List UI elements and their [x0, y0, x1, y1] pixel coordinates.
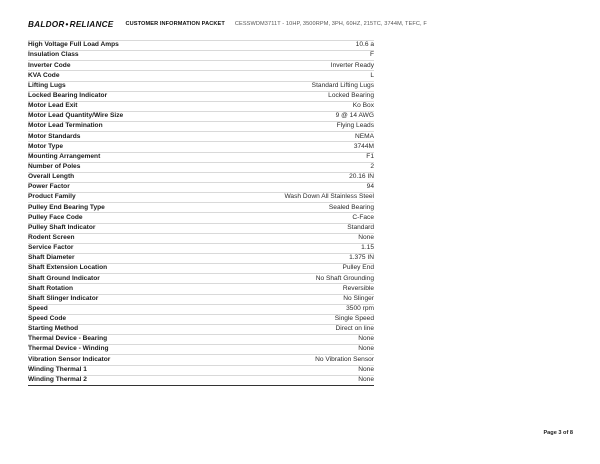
spec-label: High Voltage Full Load Amps: [28, 41, 119, 49]
spec-row: [28, 234, 374, 244]
spec-row: [28, 112, 374, 122]
spec-label: Speed Code: [28, 315, 67, 323]
spec-label: Winding Thermal 1: [28, 365, 87, 373]
spec-label: Shaft Diameter: [28, 254, 75, 262]
spec-row: [28, 284, 374, 294]
spec-row: [28, 213, 374, 223]
spec-row: [28, 335, 374, 345]
spec-row: [28, 122, 374, 132]
spec-value: F: [369, 51, 374, 59]
spec-value: Flying Leads: [336, 122, 374, 130]
spec-label: Starting Method: [28, 325, 79, 333]
spec-row: [28, 173, 374, 183]
spec-label: Shaft Rotation: [28, 284, 74, 292]
spec-value: Locked Bearing: [328, 91, 374, 99]
spec-row: [28, 203, 374, 213]
spec-row: [28, 254, 374, 264]
spec-row: [28, 61, 374, 71]
spec-label: Inverter Code: [28, 61, 71, 69]
spec-value: 20.16 IN: [349, 173, 374, 181]
spec-row: [28, 153, 374, 163]
spec-value: No Slinger: [343, 294, 374, 302]
spec-label: Pulley Shaft Indicator: [28, 223, 96, 231]
spec-row: [28, 71, 374, 81]
spec-value: No Vibration Sensor: [315, 355, 374, 363]
spec-label: Pulley Face Code: [28, 213, 83, 221]
spec-row: [28, 315, 374, 325]
logo-separator: •: [65, 19, 69, 29]
spec-label: Number of Poles: [28, 162, 81, 170]
packet-subtitle: CESSWDM3711T - 10HP, 3500RPM, 3PH, 60HZ, 215TC, 3744M, TEFC, F: [234, 21, 427, 27]
spec-value: Direct on line: [335, 325, 374, 333]
spec-value: 94: [366, 183, 374, 191]
spec-label: Winding Thermal 2: [28, 375, 87, 383]
spec-value: None: [358, 233, 374, 241]
page-header: [28, 17, 592, 31]
spec-label: Motor Lead Quantity/Wire Size: [28, 112, 124, 120]
spec-value: 1.375 IN: [349, 254, 374, 262]
logo-baldor: BALDOR: [28, 19, 65, 29]
spec-label: Product Family: [28, 193, 76, 201]
spec-label: Pulley End Bearing Type: [28, 203, 105, 211]
spec-label: Insulation Class: [28, 51, 79, 59]
spec-value: 1.15: [361, 244, 374, 252]
spec-row: [28, 102, 374, 112]
spec-label: Motor Lead Exit: [28, 102, 78, 110]
spec-row: [28, 183, 374, 193]
spec-value: NEMA: [354, 132, 374, 140]
spec-label: Motor Standards: [28, 132, 81, 140]
spec-row: [28, 325, 374, 335]
spec-label: Thermal Device - Winding: [28, 345, 109, 353]
spec-row: [28, 82, 374, 92]
spec-row: [28, 41, 374, 51]
spec-row: [28, 305, 374, 315]
spec-value: 9 @ 14 AWG: [335, 112, 374, 120]
spec-table: [28, 40, 374, 386]
brand-logo: [28, 20, 114, 29]
spec-value: C-Face: [352, 213, 374, 221]
spec-row: [28, 274, 374, 284]
spec-value: Single Speed: [334, 315, 374, 323]
spec-value: F1: [366, 152, 374, 160]
spec-value: Standard Lifting Lugs: [311, 81, 374, 89]
spec-value: No Shaft Grounding: [315, 274, 374, 282]
spec-row: [28, 142, 374, 152]
page-number: Page 3 of 8: [543, 430, 573, 436]
spec-value: Standard: [347, 223, 374, 231]
spec-label: Service Factor: [28, 244, 74, 252]
spec-label: Shaft Ground Indicator: [28, 274, 100, 282]
spec-label: Vibration Sensor Indicator: [28, 355, 111, 363]
logo-reliance: RELIANCE: [69, 19, 114, 29]
spec-value: Wash Down All Stainless Steel: [284, 193, 374, 201]
spec-value: 3744M: [353, 142, 374, 150]
spec-value: 2: [370, 162, 374, 170]
spec-label: Thermal Device - Bearing: [28, 335, 108, 343]
spec-value: Inverter Ready: [330, 61, 374, 69]
spec-row: [28, 193, 374, 203]
spec-label: Lifting Lugs: [28, 81, 66, 89]
spec-row: [28, 345, 374, 355]
spec-label: Rodent Screen: [28, 233, 75, 241]
spec-value: Pulley End: [342, 264, 374, 272]
spec-row: [28, 132, 374, 142]
spec-label: KVA Code: [28, 71, 60, 79]
spec-label: Shaft Slinger Indicator: [28, 294, 99, 302]
spec-value: None: [358, 345, 374, 353]
spec-label: Locked Bearing Indicator: [28, 91, 108, 99]
spec-label: Shaft Extension Location: [28, 264, 108, 272]
spec-value: None: [358, 335, 374, 343]
spec-value: 10.6 a: [355, 41, 374, 49]
spec-label: Overall Length: [28, 173, 75, 181]
spec-row: [28, 295, 374, 305]
spec-row: [28, 264, 374, 274]
spec-label: Motor Type: [28, 142, 64, 150]
spec-row: [28, 163, 374, 173]
packet-title: CUSTOMER INFORMATION PACKET: [125, 21, 225, 27]
spec-label: Mounting Arrangement: [28, 152, 101, 160]
spec-value: L: [370, 71, 374, 79]
spec-row: [28, 92, 374, 102]
spec-value: None: [358, 375, 374, 383]
spec-label: Power Factor: [28, 183, 70, 191]
spec-label: Motor Lead Termination: [28, 122, 103, 130]
spec-row: [28, 51, 374, 61]
spec-value: Ko Box: [352, 102, 374, 110]
spec-row: [28, 355, 374, 365]
spec-row: [28, 376, 374, 386]
spec-value: Sealed Bearing: [328, 203, 374, 211]
spec-label: Speed: [28, 304, 48, 312]
spec-row: [28, 366, 374, 376]
spec-value: Reversible: [342, 284, 374, 292]
spec-value: 3500 rpm: [346, 304, 374, 312]
spec-row: [28, 244, 374, 254]
spec-row: [28, 224, 374, 234]
spec-value: None: [358, 365, 374, 373]
